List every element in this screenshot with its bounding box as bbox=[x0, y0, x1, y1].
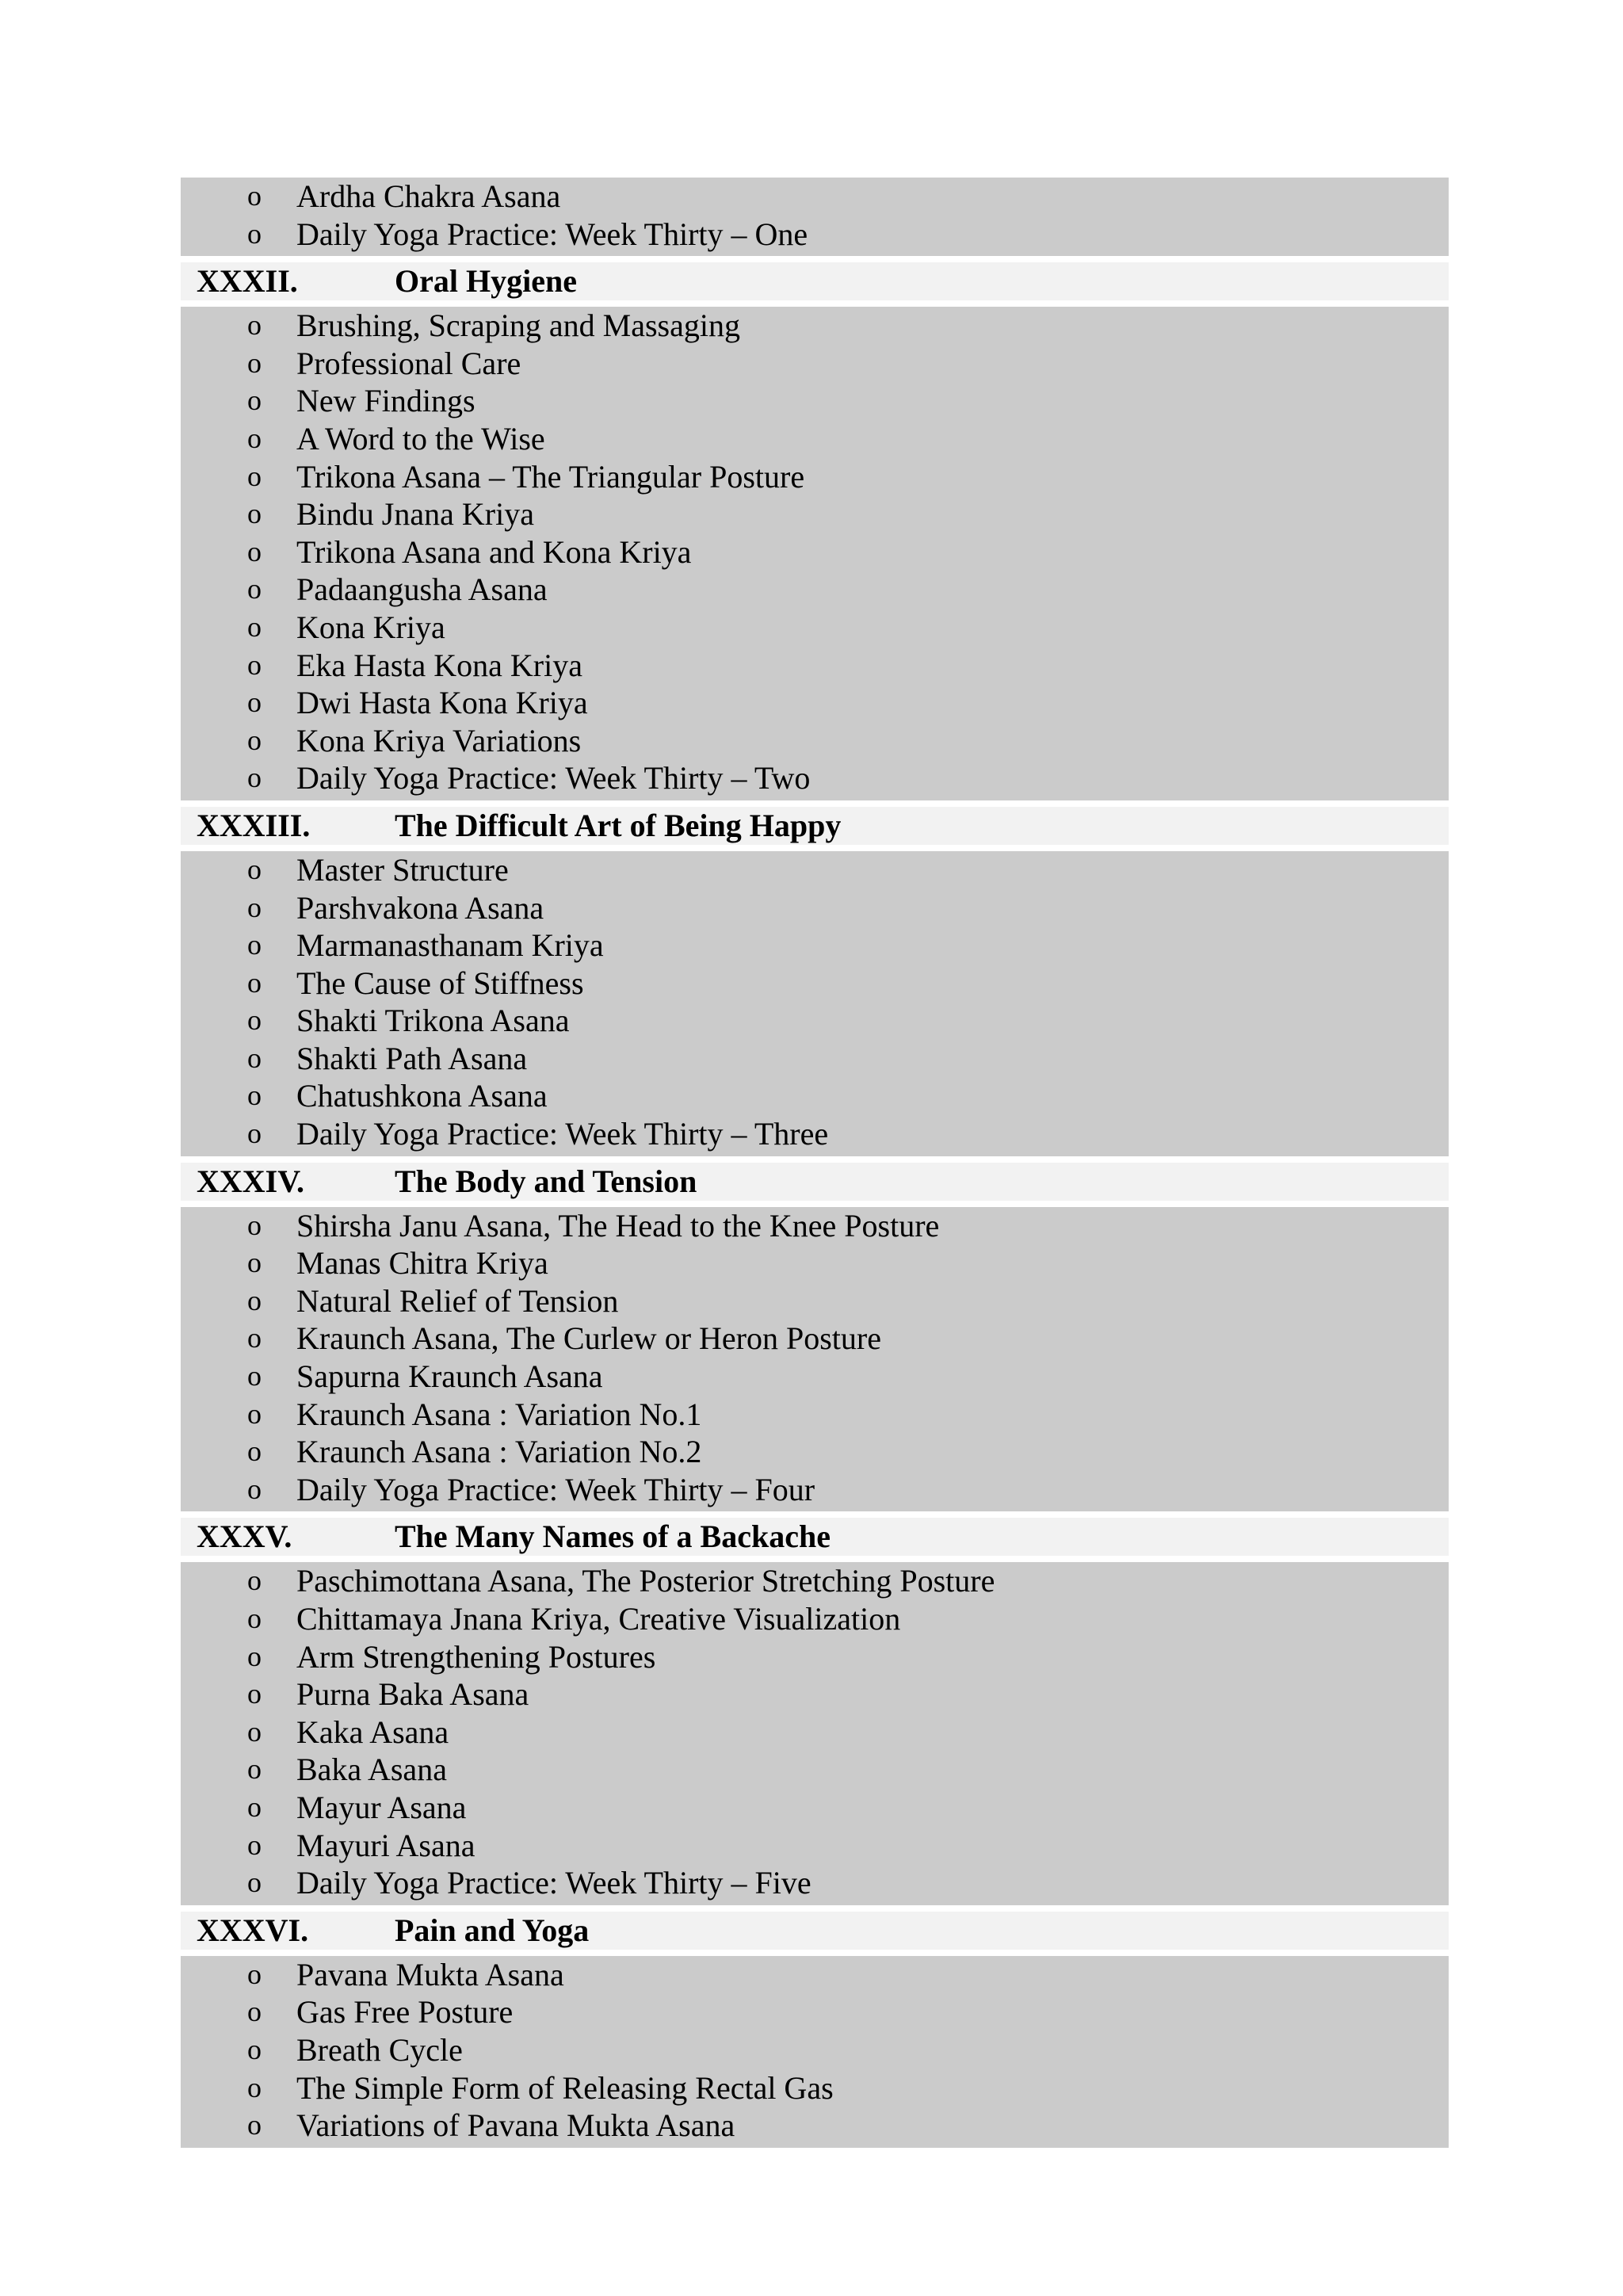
bullet-icon: o bbox=[247, 1564, 262, 1597]
list-item bbox=[181, 1207, 1449, 1245]
list-item-label: Breath Cycle bbox=[296, 2031, 463, 2068]
bullet-icon: o bbox=[247, 610, 262, 643]
section-number: XXXIII. bbox=[197, 807, 311, 843]
list-item bbox=[181, 458, 1449, 496]
list-item bbox=[181, 571, 1449, 609]
list-item-label: Bindu Jnana Kriya bbox=[296, 496, 534, 533]
list-item-label: Kraunch Asana : Variation No.2 bbox=[296, 1434, 702, 1470]
list-item bbox=[181, 1713, 1449, 1752]
list-item-label: Chatushkona Asana bbox=[296, 1078, 548, 1114]
list-item bbox=[181, 345, 1449, 383]
section-item-list bbox=[181, 178, 1449, 256]
list-item-label: Mayuri Asana bbox=[296, 1827, 475, 1863]
list-item-label: Ardha Chakra Asana bbox=[296, 178, 561, 214]
section-heading bbox=[181, 262, 1449, 300]
section-number: XXXII. bbox=[197, 263, 298, 300]
list-item-label: Eka Hasta Kona Kriya bbox=[296, 647, 582, 683]
list-item bbox=[181, 420, 1449, 458]
section-number: XXXV. bbox=[197, 1519, 292, 1555]
bullet-icon: o bbox=[247, 217, 262, 250]
list-item-label: The Simple Form of Releasing Rectal Gas bbox=[296, 2069, 834, 2106]
list-item-label: Dwi Hasta Kona Kriya bbox=[296, 685, 588, 721]
bullet-icon: o bbox=[247, 1209, 262, 1241]
list-item-label: Daily Yoga Practice: Week Thirty – Three bbox=[296, 1116, 829, 1152]
list-item-label: Arm Strengthening Postures bbox=[296, 1638, 656, 1675]
section-title: Pain and Yoga bbox=[395, 1912, 590, 1948]
list-item-label: Variations of Pavana Mukta Asana bbox=[296, 2107, 735, 2144]
section-item-list bbox=[181, 1956, 1449, 2148]
list-item-label: Manas Chitra Kriya bbox=[296, 1245, 548, 1282]
list-item bbox=[181, 178, 1449, 216]
list-item bbox=[181, 851, 1449, 889]
bullet-icon: o bbox=[247, 1640, 262, 1672]
list-item-label: Kraunch Asana : Variation No.1 bbox=[296, 1396, 702, 1432]
list-item-label: Master Structure bbox=[296, 851, 509, 888]
list-item bbox=[181, 1244, 1449, 1282]
list-item bbox=[181, 609, 1449, 647]
list-item bbox=[181, 1358, 1449, 1396]
bullet-icon: o bbox=[247, 1790, 262, 1823]
list-item bbox=[181, 2031, 1449, 2069]
bullet-icon: o bbox=[247, 929, 262, 961]
list-item bbox=[181, 1789, 1449, 1827]
list-item-label: Kraunch Asana, The Curlew or Heron Posture bbox=[296, 1320, 881, 1357]
list-item-label: Chittamaya Jnana Kriya, Creative Visualization bbox=[296, 1601, 901, 1637]
bullet-icon: o bbox=[247, 1958, 262, 1990]
list-item-label: Paschimottana Asana, The Posterior Stretching Posture bbox=[296, 1563, 995, 1599]
list-item-label: Marmanasthanam Kriya bbox=[296, 927, 604, 964]
bullet-icon: o bbox=[247, 648, 262, 681]
section-heading bbox=[181, 1518, 1449, 1556]
bullet-icon: o bbox=[247, 573, 262, 606]
list-item-label: Shakti Trikona Asana bbox=[296, 1003, 570, 1039]
bullet-icon: o bbox=[247, 1041, 262, 1074]
bullet-icon: o bbox=[247, 1678, 262, 1710]
bullet-icon: o bbox=[247, 891, 262, 923]
list-item bbox=[181, 1956, 1449, 1994]
bullet-icon: o bbox=[247, 724, 262, 756]
list-item-label: Baka Asana bbox=[296, 1752, 447, 1788]
list-item-label: Sapurna Kraunch Asana bbox=[296, 1358, 603, 1395]
bullet-icon: o bbox=[247, 1603, 262, 1634]
bullet-icon: o bbox=[247, 1360, 262, 1392]
list-item-label: Daily Yoga Practice: Week Thirty – Four bbox=[296, 1471, 815, 1507]
bullet-icon: o bbox=[247, 498, 262, 530]
list-item-label: Daily Yoga Practice: Week Thirty – Five bbox=[296, 1865, 812, 1901]
table-of-contents bbox=[181, 178, 1449, 2154]
list-item-label: Gas Free Posture bbox=[296, 1994, 514, 2030]
list-item bbox=[181, 1040, 1449, 1078]
bullet-icon: o bbox=[247, 1284, 262, 1316]
list-item-label: Shirsha Janu Asana, The Head to the Knee Posture bbox=[296, 1207, 940, 1244]
list-item-label: Trikona Asana and Kona Kriya bbox=[296, 533, 692, 570]
list-item bbox=[181, 1751, 1449, 1789]
list-item-label: Professional Care bbox=[296, 345, 521, 381]
bullet-icon: o bbox=[247, 384, 262, 417]
list-item bbox=[181, 926, 1449, 965]
list-item-label: Pavana Mukta Asana bbox=[296, 1956, 564, 1992]
section-item-list bbox=[181, 1562, 1449, 1904]
list-item bbox=[181, 307, 1449, 345]
list-item-label: Parshvakona Asana bbox=[296, 889, 544, 926]
section-title: The Difficult Art of Being Happy bbox=[395, 807, 842, 843]
list-item bbox=[181, 1638, 1449, 1676]
list-item bbox=[181, 1600, 1449, 1638]
list-item bbox=[181, 2107, 1449, 2145]
list-item bbox=[181, 1002, 1449, 1040]
list-item bbox=[181, 1282, 1449, 1320]
list-item bbox=[181, 1562, 1449, 1600]
bullet-icon: o bbox=[247, 1996, 262, 2028]
list-item bbox=[181, 2069, 1449, 2107]
bullet-icon: o bbox=[247, 853, 262, 885]
section-heading bbox=[181, 1912, 1449, 1950]
list-item-label: Purna Baka Asana bbox=[296, 1676, 529, 1713]
list-item bbox=[181, 495, 1449, 533]
list-item-label: Trikona Asana – The Triangular Posture bbox=[296, 458, 805, 495]
list-item-label: New Findings bbox=[296, 383, 475, 419]
section-item-list bbox=[181, 851, 1449, 1156]
list-item-label: Brushing, Scraping and Massaging bbox=[296, 308, 740, 344]
bullet-icon: o bbox=[247, 1753, 262, 1786]
section-number: XXXVI. bbox=[197, 1912, 309, 1948]
bullet-icon: o bbox=[247, 460, 262, 492]
section-heading bbox=[181, 1163, 1449, 1201]
bullet-icon: o bbox=[247, 1004, 262, 1037]
list-item bbox=[181, 647, 1449, 685]
bullet-icon: o bbox=[247, 309, 262, 342]
bullet-icon: o bbox=[247, 2109, 262, 2141]
bullet-icon: o bbox=[247, 2071, 262, 2103]
bullet-icon: o bbox=[247, 686, 262, 719]
list-item-label: Natural Relief of Tension bbox=[296, 1282, 619, 1319]
bullet-icon: o bbox=[247, 535, 262, 567]
list-item-label: Mayur Asana bbox=[296, 1789, 467, 1825]
bullet-icon: o bbox=[247, 1322, 262, 1354]
bullet-icon: o bbox=[247, 1117, 262, 1150]
list-item bbox=[181, 1115, 1449, 1153]
list-item-label: Daily Yoga Practice: Week Thirty – Two bbox=[296, 760, 811, 797]
bullet-icon: o bbox=[247, 180, 262, 212]
list-item bbox=[181, 1320, 1449, 1358]
list-item-label: Kona Kriya bbox=[296, 609, 445, 645]
list-item-label: Kona Kriya Variations bbox=[296, 722, 582, 758]
bullet-icon: o bbox=[247, 1397, 262, 1430]
list-item-label: A Word to the Wise bbox=[296, 420, 545, 457]
list-item bbox=[181, 1827, 1449, 1865]
list-item bbox=[181, 216, 1449, 254]
list-item bbox=[181, 533, 1449, 571]
section-title: The Many Names of a Backache bbox=[395, 1519, 831, 1555]
list-item bbox=[181, 1993, 1449, 2031]
bullet-icon: o bbox=[247, 1866, 262, 1899]
bullet-icon: o bbox=[247, 1828, 262, 1861]
list-item bbox=[181, 1864, 1449, 1902]
bullet-icon: o bbox=[247, 1435, 262, 1468]
section-item-list bbox=[181, 1207, 1449, 1512]
list-item bbox=[181, 1396, 1449, 1434]
bullet-icon: o bbox=[247, 422, 262, 454]
list-item bbox=[181, 1433, 1449, 1471]
list-item bbox=[181, 382, 1449, 420]
section-heading bbox=[181, 807, 1449, 845]
list-item-label: Padaangusha Asana bbox=[296, 571, 548, 608]
list-item-label: Kaka Asana bbox=[296, 1713, 449, 1750]
section-item-list bbox=[181, 307, 1449, 800]
bullet-icon: o bbox=[247, 2033, 262, 2065]
bullet-icon: o bbox=[247, 1715, 262, 1748]
list-item-label: Shakti Path Asana bbox=[296, 1040, 528, 1076]
list-item-label: The Cause of Stiffness bbox=[296, 965, 584, 1001]
section-title: Oral Hygiene bbox=[395, 263, 577, 300]
bullet-icon: o bbox=[247, 1079, 262, 1112]
list-item-label: Daily Yoga Practice: Week Thirty – One bbox=[296, 216, 808, 252]
list-item bbox=[181, 1675, 1449, 1713]
bullet-icon: o bbox=[247, 966, 262, 999]
list-item bbox=[181, 759, 1449, 797]
list-item bbox=[181, 684, 1449, 722]
bullet-icon: o bbox=[247, 346, 262, 379]
section-number: XXXIV. bbox=[197, 1163, 304, 1199]
list-item bbox=[181, 1077, 1449, 1115]
list-item bbox=[181, 889, 1449, 927]
list-item bbox=[181, 722, 1449, 760]
bullet-icon: o bbox=[247, 762, 262, 794]
bullet-icon: o bbox=[247, 1473, 262, 1505]
list-item bbox=[181, 965, 1449, 1003]
bullet-icon: o bbox=[247, 1247, 262, 1279]
list-item bbox=[181, 1471, 1449, 1509]
section-title: The Body and Tension bbox=[395, 1163, 697, 1199]
